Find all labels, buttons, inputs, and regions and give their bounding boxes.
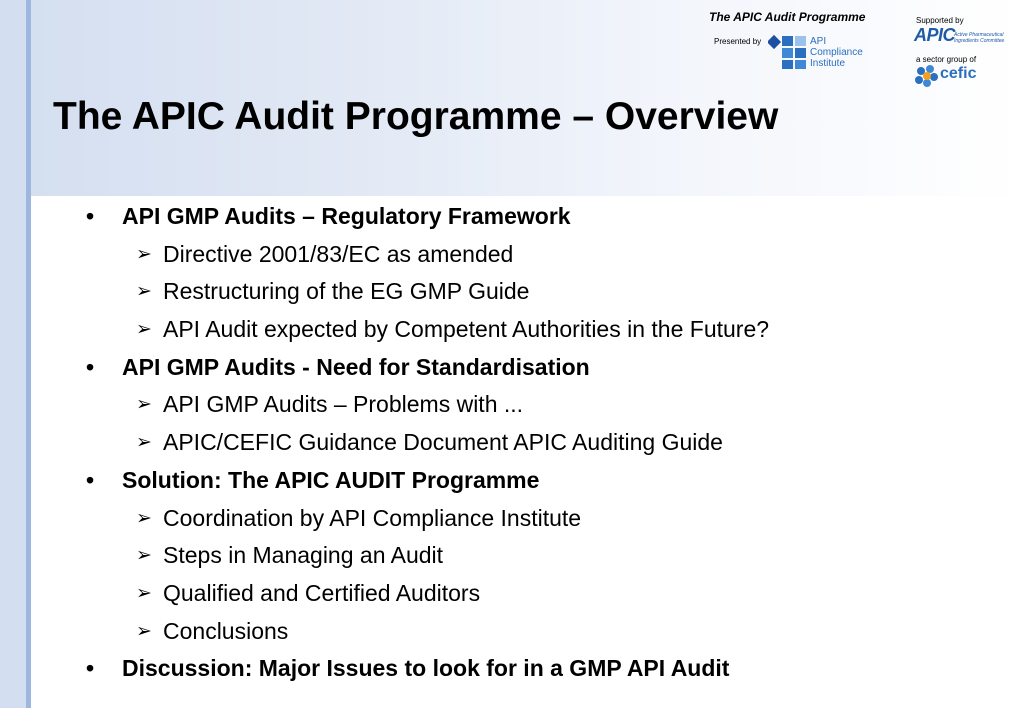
apic-logo-sub-line: Active Pharmaceutical	[954, 32, 1004, 38]
cefic-logo	[915, 64, 995, 88]
supported-by-label: Supported by	[916, 16, 964, 25]
cefic-globe-icon	[915, 64, 939, 88]
arrow-bullet-icon: ➢	[136, 281, 152, 303]
institute-logo-line: Institute	[810, 58, 846, 69]
sub-bullet	[86, 273, 1016, 311]
sub-bullet-text: APIC/CEFIC Guidance Document APIC Auditing Guide	[163, 429, 723, 456]
arrow-bullet-icon: ➢	[136, 432, 152, 454]
arrow-bullet-icon: ➢	[136, 394, 152, 416]
bullet-icon: •	[86, 655, 95, 682]
sub-bullet-text: Coordination by API Compliance Institute	[163, 504, 582, 531]
sub-bullet	[86, 236, 1016, 274]
sub-bullet-text: Qualified and Certified Auditors	[163, 579, 481, 606]
programme-title: The APIC Audit Programme	[709, 10, 866, 24]
bullet-heading	[86, 650, 1016, 688]
sub-bullet-text: API GMP Audits – Problems with ...	[163, 391, 524, 418]
sub-bullet	[86, 424, 1016, 462]
bullet-heading	[86, 349, 1016, 387]
arrow-bullet-icon: ➢	[136, 582, 152, 604]
sub-bullet-text: Directive 2001/83/EC as amended	[163, 240, 514, 267]
bullet-heading-text: Solution: The APIC AUDIT Programme	[122, 466, 540, 493]
sub-bullet-text: Restructuring of the EG GMP Guide	[163, 278, 530, 305]
sub-bullet	[86, 311, 1016, 349]
arrow-bullet-icon: ➢	[136, 620, 152, 642]
sub-bullet	[86, 537, 1016, 575]
apic-logo-word: APIC	[914, 25, 956, 45]
bullet-heading-text: API GMP Audits - Need for Standardisation	[122, 353, 590, 380]
sub-bullet	[86, 386, 1016, 424]
apic-logo-sub-line: Ingredients Committee	[954, 38, 1005, 44]
institute-logo-line: Compliance	[810, 47, 863, 58]
apic-logo	[914, 25, 1005, 46]
presented-by-label: Presented by	[714, 37, 762, 46]
institute-logo-text	[810, 36, 863, 69]
arrow-bullet-icon: ➢	[136, 243, 152, 265]
sub-bullet	[86, 575, 1016, 613]
bullet-icon: •	[86, 466, 95, 493]
apic-logo-subtitle	[954, 32, 1004, 44]
sub-bullet-text: Steps in Managing an Audit	[163, 542, 444, 569]
api-compliance-institute-logo	[768, 34, 872, 70]
sub-bullet-text: Conclusions	[163, 617, 289, 644]
institute-squares-icon	[768, 34, 808, 70]
sub-bullet	[86, 500, 1016, 538]
left-margin-strip	[0, 0, 26, 708]
sub-bullet-text: API Audit expected by Competent Authorities in the Future?	[163, 316, 770, 343]
bullet-list	[86, 198, 1016, 688]
bullet-heading	[86, 462, 1016, 500]
arrow-bullet-icon: ➢	[136, 545, 152, 567]
bullet-heading	[86, 198, 1016, 236]
cefic-logo-word: cefic	[940, 65, 977, 82]
arrow-bullet-icon: ➢	[136, 507, 152, 529]
bullet-icon: •	[86, 353, 95, 380]
arrow-bullet-icon: ➢	[136, 319, 152, 341]
institute-logo-line: API	[810, 36, 827, 47]
bullet-heading-text: API GMP Audits – Regulatory Framework	[122, 203, 571, 229]
bullet-heading-text: Discussion: Major Issues to look for in a GMP API Audit	[122, 655, 730, 682]
left-accent-line	[26, 0, 31, 708]
sector-group-label: a sector group of	[916, 55, 977, 64]
page-title: The APIC Audit Programme – Overview	[53, 95, 779, 138]
bullet-icon: •	[86, 203, 95, 229]
sub-bullet	[86, 613, 1016, 651]
